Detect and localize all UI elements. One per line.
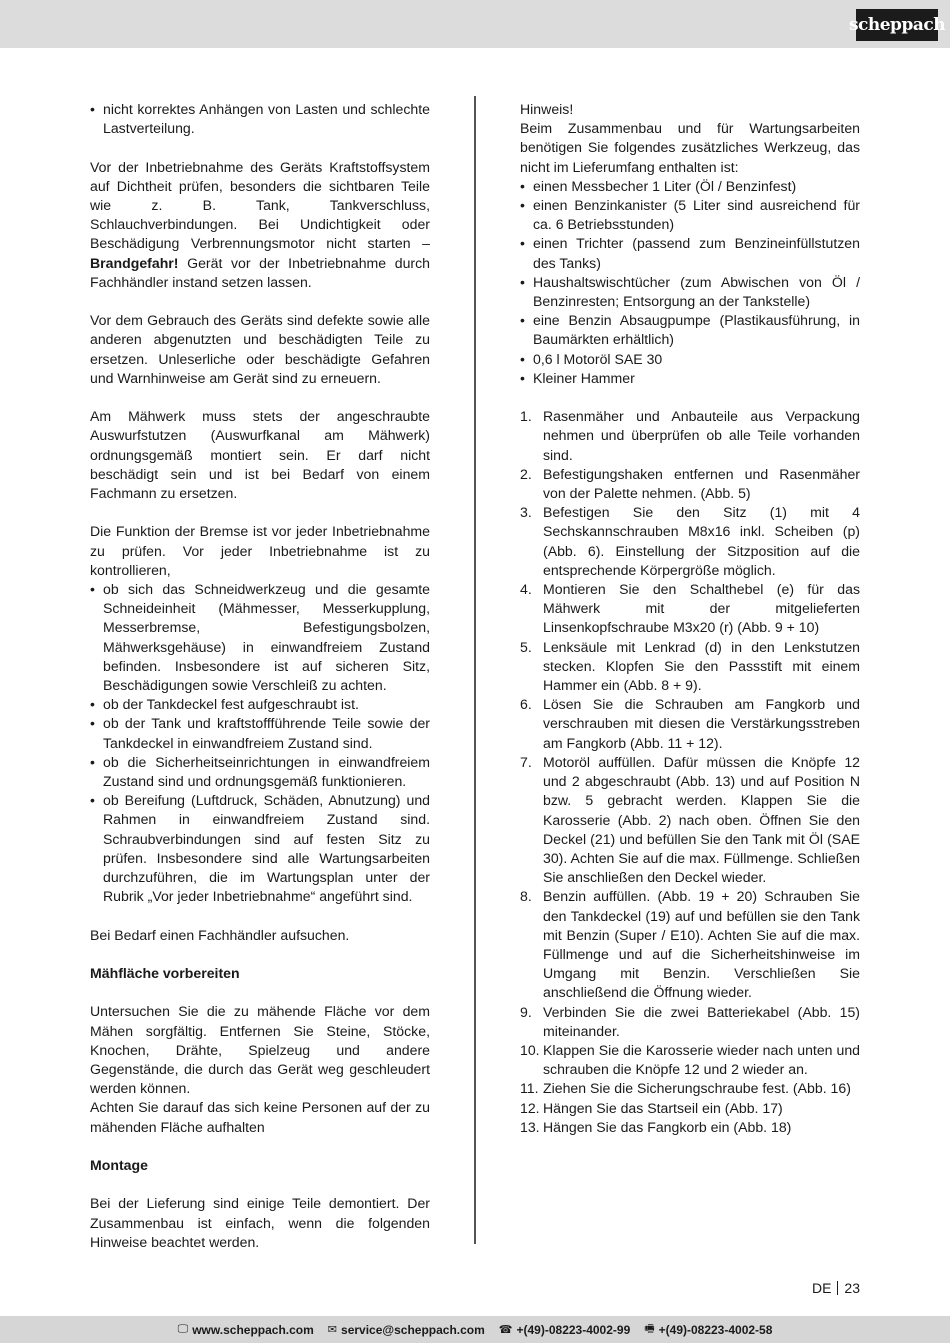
mail-icon: ✉︎ [327, 1324, 338, 1336]
paragraph-defective-parts: Vor dem Gebrauch des Geräts sind defekte sowie alle anderen abgenutzten und beschädigten Teile zu ersetzen. Unleserliche oder beschädigte Gefahren und Warnhinweise am Gerät sind zu erneuern. [90, 312, 430, 386]
paragraph-fuel-check: Vor der Inbetriebnahme des Geräts Kraftstoffsystem auf Dichtheit prüfen, besonders die sichtbaren Teile wie z. B. Tank, Tankverschluss, Schlauchverbindungen. Bei Undichtigkeit oder Beschädigung Verbrennungsmotor nicht starten – Brandgefahr! Gerät vor der Inbetriebnahme durch Fachhändler instand setzen lassen. [90, 158, 430, 290]
list-item: • 0,6 l Motoröl SAE 30 [520, 350, 860, 369]
list-item: • Haushaltswischtücher (zum Abwischen von Öl / Benzinresten; Entsorgung an der Tankstelle) [520, 273, 860, 311]
step-item: 4. Montieren Sie den Schalthebel (e) für das Mähwerk mit der mitgelieferten Linsenkopfschraube M3x20 (r) (Abb. 9 + 10) [520, 581, 860, 636]
monitor-icon: 🖵︎ [177, 1323, 189, 1335]
list-item: • ob der Tankdeckel fest aufgeschraubt ist. [90, 695, 430, 714]
left-column [90, 100, 430, 1252]
step-item: 5. Lenksäule mit Lenkrad (d) in den Lenkstutzen stecken. Klopfen Sie den Passstift mit einem Hammer ein (Abb. 8 + 9). [520, 638, 860, 694]
list-item: • Kleiner Hammer [520, 369, 860, 388]
step-item: 13. Hängen Sie das Fangkorb ein (Abb. 18) [520, 1118, 792, 1135]
step-item: 6. Lösen Sie die Schrauben am Fangkorb und verschrauben mit diesen die Verstärkungsstreben am Fangkorb (Abb. 11 + 12). [520, 696, 860, 751]
paragraph-inspect-area: Untersuchen Sie die zu mähende Fläche vor dem Mähen sorgfältig. Entfernen Sie Steine, Stöcke, Knochen, Drähte, Spielzeug und andere Gegenstände, die durch das Gerät weg geschleudert werden können. [90, 1003, 430, 1097]
fax-icon: 🖷︎ [644, 1323, 655, 1335]
heading-assembly: Montage [90, 1157, 148, 1174]
paragraph-assembly-intro: Bei der Lieferung sind einige Teile demontiert. Der Zusammenbau ist einfach, wenn die folgenden Hinweise beachtet werden. [90, 1195, 430, 1250]
right-column [520, 100, 860, 1137]
phone-icon: ☎︎ [498, 1324, 513, 1336]
step-item: 7. Motoröl auffüllen. Dafür müssen die Knöpfe 12 und 2 abgeschraubt (Abb. 13) und auf Position N bzw. 5 gebracht werden. Klappen Sie die Karosserie (Abb. 2) nach oben. Öffnen Sie den Deckel (21) und befüllen Sie den Tank mit Öl (SAE 30). Achten Sie auf die max. Füllmenge. Schließen Sie anschließen den Deckel wieder. [520, 753, 860, 886]
note-title: Hinweis! [520, 101, 574, 117]
list-item: • ob die Sicherheitseinrichtungen in einwandfreiem Zustand sind und ordnungsgemäß funktionieren. [90, 753, 430, 791]
footer-website[interactable]: 🖵︎ www.scheppach.com [177, 1322, 314, 1337]
paragraph-brake-check: Die Funktion der Bremse ist vor jeder Inbetriebnahme zu prüfen. Vor jeder Inbetriebnahme ist zu kontrollieren, [90, 523, 430, 578]
list-item: • ob der Tank und kraftstoffführende Teile sowie der Tankdeckel in einwandfreiem Zustand sind. [90, 714, 430, 752]
page-number: DE 23 [811, 1280, 860, 1296]
paragraph-dealer: Bei Bedarf einen Fachhändler aufsuchen. [90, 926, 350, 943]
list-item: • nicht korrektes Anhängen von Lasten und schlechte Lastverteilung. [90, 100, 430, 138]
footer-phone: ☎︎ +(49)-08223-4002-99 [498, 1322, 631, 1337]
step-item: 2. Befestigungshaken entfernen und Rasenmäher von der Palette nehmen. (Abb. 5) [520, 465, 860, 502]
assembly-steps [520, 407, 860, 1137]
list-item: • ob Bereifung (Luftdruck, Schäden, Abnutzung) und Rahmen in einwandfreiem Zustand sind. Schraubverbindungen sind auf festen Sitz zu prüfen. Insbesondere sind alle Wartungsarbeiten durchzuführen, die im Wartungsplan unter der Rubrik „Vor jeder Inbetriebnahme“ angeführt sind. [90, 791, 430, 906]
step-item: 12. Hängen Sie das Startseil ein (Abb. 17) [520, 1099, 783, 1116]
step-item: 1. Rasenmäher und Anbauteile aus Verpackung nehmen und überprüfen ob alle Teile vorhanden sind. [520, 408, 860, 463]
list-item: • ob sich das Schneidwerkzeug und die gesamte Schneideinheit (Mähmesser, Messerkupplung, Messerbremse, Befestigungsbolzen, Mähwerksgehäuse) in einwandfreiem Zustand befinden. Insbesondere ist auf sicheren Sitz, Beschädigungen sowie Verschleiß zu achten. [90, 580, 430, 695]
list-item: • einen Trichter (passend zum Benzineinfüllstutzen des Tanks) [520, 234, 860, 272]
step-item: 11. Ziehen Sie die Sicherungschraube fest. (Abb. 16) [520, 1080, 851, 1097]
header-bar [0, 0, 950, 48]
paragraph-no-persons: Achten Sie darauf das sich keine Personen auf der zu mähenden Fläche aufhalten [90, 1099, 430, 1135]
list-item: • einen Messbecher 1 Liter (Öl / Benzinfest) [520, 177, 860, 196]
note-text: Beim Zusammenbau und für Wartungsarbeiten benötigen Sie folgendes zusätzliches Werkzeug, das nicht im Lieferumfang enthalten ist: [520, 120, 860, 175]
footer-email[interactable]: ✉︎ service@scheppach.com [327, 1322, 485, 1337]
heading-prepare-area: Mähfläche vorbereiten [90, 965, 240, 982]
step-item: 8. Benzin auffüllen. (Abb. 19 + 20) Schrauben Sie den Tankdeckel (19) auf und befüllen sie den Tank mit Benzin (Super / E10). Achten Sie auf die max. Füllmenge und auf die Sicherheitshinweise im Umgang mit Benzin. Verschließen Sie anschließend die Öffnung wieder. [520, 888, 860, 1001]
paragraph-discharge-chute: Am Mähwerk muss stets der angeschraubte Auswurfstutzen (Auswurfkanal am Mähwerk) ordnungsgemäß montiert sein. Er darf nicht beschädigt sein und ist bei Bedarf von einem Fachmann zu ersetzen. [90, 408, 430, 502]
footer-fax: 🖷︎ +(49)-08223-4002-58 [644, 1320, 772, 1339]
scheppach-logo: scheppach [856, 9, 938, 41]
step-item: 9. Verbinden Sie die zwei Batteriekabel (Abb. 15) miteinander. [520, 1003, 860, 1039]
check-list [90, 580, 430, 906]
list-item: • einen Benzinkanister (5 Liter sind ausreichend für ca. 6 Betriebsstunden) [520, 196, 860, 234]
fire-warning: Brandgefahr! [90, 254, 179, 271]
footer-bar [0, 1316, 950, 1343]
step-item: 3. Befestigen Sie den Sitz (1) mit 4 Sechskannschrauben M8x16 inkl. Scheiben (p) (Abb. 6). Einstellung der Sitzposition auf die entsprechende Körpergröße möglich. [520, 504, 860, 578]
step-item: 10. Klappen Sie die Karosserie wieder nach unten und schrauben die Knöpfe 12 und 2 wieder an. [520, 1041, 860, 1078]
column-divider [474, 96, 476, 1244]
tools-list [520, 177, 860, 388]
list-item: • eine Benzin Absaugpumpe (Plastikausführung, in Baumärkten erhältlich) [520, 311, 860, 349]
